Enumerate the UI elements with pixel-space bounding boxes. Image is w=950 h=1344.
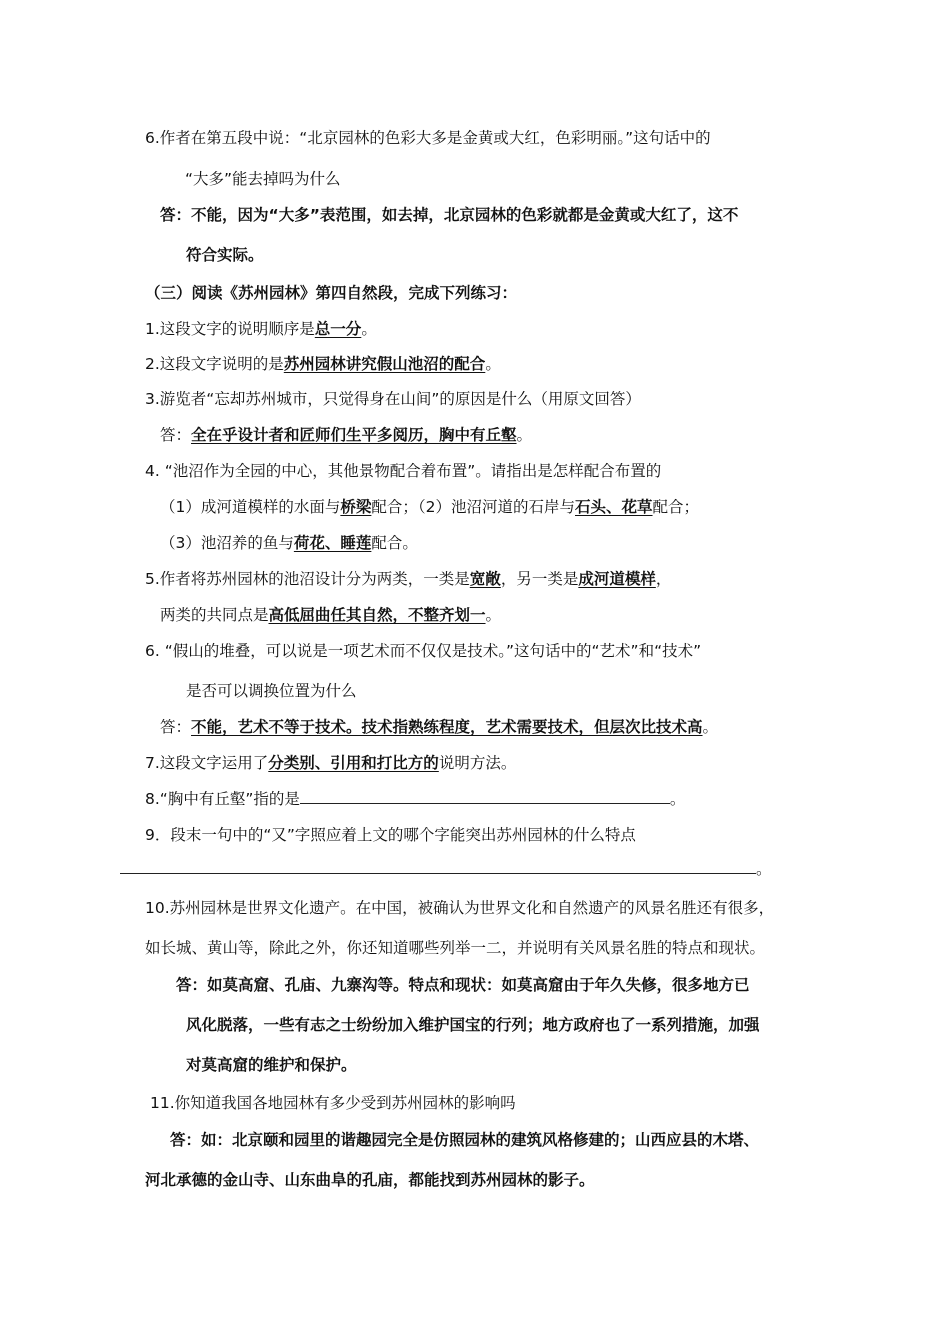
answer-4-line2 — [160, 532, 418, 554]
answer-6b — [160, 716, 718, 738]
question-2-end: 。 — [485, 355, 501, 373]
answer-3-prefix: 答： — [160, 426, 192, 444]
question-8-text: 8.“胸中有丘壑”指的是 — [145, 790, 300, 808]
question-5-end: ， — [655, 570, 672, 588]
question-5-text: 5.作者将苏州园林的池沼设计分为两类，一类是 — [145, 570, 470, 588]
question-6a: 6.作者在第五段中说：“北京园林的色彩大多是金黄或大红，色彩明丽。”这句话中的 — [145, 129, 711, 147]
question-6b: 6. “假山的堆叠，可以说是一项艺术而不仅仅是技术。”这句话中的“艺术”和“技术” — [145, 642, 702, 660]
question-7 — [145, 752, 516, 774]
answer-4-p2-end: 配合； — [652, 498, 700, 516]
question-1 — [145, 318, 377, 340]
section-heading: （三）阅读《苏州园林》第四自然段，完成下列练习： — [145, 284, 518, 302]
answer-11-line1: 答：如：北京颐和园里的谐趣园完全是仿照园林的建筑风格修建的；山西应县的木塔、 — [170, 1131, 760, 1149]
question-3: 3.游览者“忘却苏州城市，只觉得身在山间”的原因是什么（用原文回答） — [145, 390, 641, 408]
answer-8-blank[interactable] — [300, 789, 670, 804]
answer-6b-text: 不能，艺术不等于技术。技术指熟练程度，艺术需要技术，但层次比技术高 — [191, 718, 703, 736]
answer-4-p2: 石头、花草 — [575, 498, 653, 516]
question-8 — [145, 788, 685, 810]
question-6a-cont: “大多”能去掉吗为什么 — [185, 170, 341, 188]
answer-4-p3-end: 配合。 — [371, 534, 418, 552]
question-5-mid: ，另一类是 — [500, 570, 579, 588]
question-5-common: 两类的共同点是 — [160, 606, 269, 624]
question-2 — [145, 353, 501, 375]
answer-4-p3: 荷花、睡莲 — [293, 534, 372, 552]
answer-10-line2: 风化脱落，一些有志之士纷纷加入维护国宝的行列；地方政府也了一系列措施，加强 — [186, 1016, 760, 1034]
answer-10-line1: 答：如莫高窟、孔庙、九寨沟等。特点和现状：如莫高窟由于年久失修，很多地方已 — [176, 976, 750, 994]
answer-10-line3: 对莫高窟的维护和保护。 — [186, 1056, 357, 1074]
question-11: 11.你知道我国各地园林有多少受到苏州园林的影响吗 — [150, 1094, 516, 1112]
question-4: 4. “池沼作为全园的中心，其他景物配合着布置”。请指出是怎样配合布置的 — [145, 462, 662, 480]
answer-11-line2: 河北承德的金山寺、山东曲阜的孔庙，都能找到苏州园林的影子。 — [145, 1171, 595, 1189]
answer-9-line — [120, 858, 772, 880]
answer-4-p3-text: （3）池沼养的鱼与 — [160, 534, 294, 552]
answer-5-b: 成河道模样 — [578, 570, 656, 588]
question-5-common-end: 。 — [485, 606, 502, 624]
answer-9-blank[interactable] — [120, 859, 756, 874]
answer-3-text: 全在乎设计者和匠师们生平多阅历，胸中有丘壑 — [191, 426, 517, 444]
answer-5-a: 宽敞 — [469, 570, 501, 588]
question-10: 10.苏州园林是世界文化遗产。在中国，被确认为世界文化和自然遗产的风景名胜还有很多， — [145, 899, 775, 917]
answer-3-end: 。 — [516, 426, 533, 444]
answer-6b-prefix: 答： — [160, 718, 192, 736]
answer-7: 分类别、引用和打比方的 — [268, 754, 439, 772]
answer-4-line1 — [160, 496, 699, 518]
question-1-text: 1.这段文字的说明顺序是 — [145, 320, 315, 338]
answer-2: 苏州园林讲究假山池沼的配合 — [283, 355, 486, 373]
question-7-text: 7.这段文字运用了 — [145, 754, 269, 772]
question-8-end: 。 — [669, 790, 686, 808]
question-9: 9．段末一句中的“又”字照应着上文的哪个字能突出苏州园林的什么特点 — [145, 826, 636, 844]
answer-4-p1-text: （1）成河道模样的水面与 — [160, 498, 341, 516]
question-2-text: 2.这段文字说明的是 — [145, 355, 284, 373]
question-5 — [145, 568, 671, 590]
question-7-end: 说明方法。 — [438, 754, 517, 772]
question-10-cont: 如长城、黄山等，除此之外，你还知道哪些列举一二，并说明有关风景名胜的特点和现状。 — [145, 939, 766, 957]
question-5-line2 — [160, 604, 501, 626]
answer-4-p1: 桥梁 — [340, 498, 372, 516]
answer-5-common: 高低屈曲任其自然，不整齐划一 — [268, 606, 486, 624]
question-1-end: 。 — [361, 320, 377, 338]
answer-3 — [160, 424, 532, 446]
answer-6b-end: 。 — [702, 718, 719, 736]
answer-6a-line1: 答：不能，因为“大多”表范围，如去掉，北京园林的色彩就都是金黄或大红了，这不 — [160, 206, 739, 224]
answer-4-p2-text: 配合；（2）池沼河道的石岸与 — [371, 498, 576, 516]
answer-1: 总一分 — [314, 320, 362, 338]
answer-6a-line2: 符合实际。 — [186, 246, 264, 264]
question-9-end: 。 — [756, 860, 772, 878]
question-6b-cont: 是否可以调换位置为什么 — [186, 682, 357, 700]
